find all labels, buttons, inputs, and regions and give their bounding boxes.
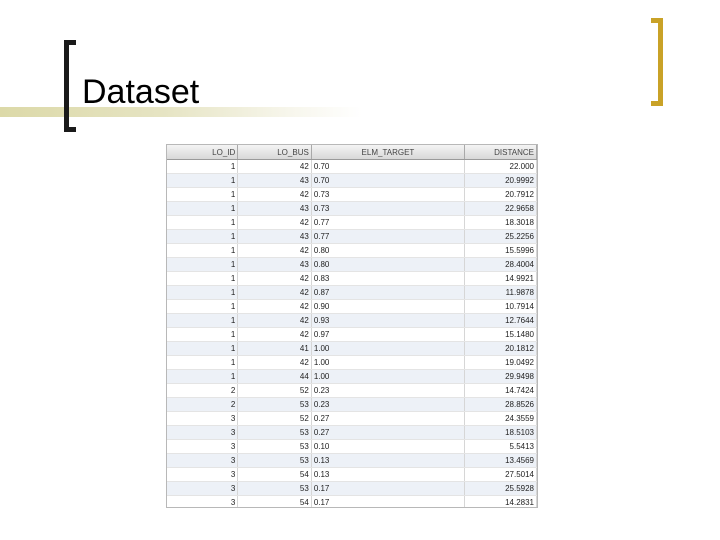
- cell-lo-bus: 53: [238, 398, 312, 412]
- cell-lo-bus: 54: [238, 496, 312, 509]
- slide-title: Dataset: [82, 73, 200, 111]
- dataset-table: [166, 144, 538, 508]
- cell-lo-bus: 52: [238, 384, 312, 398]
- cell-lo-id: 3: [167, 454, 238, 468]
- cell-lo-bus: 42: [238, 216, 312, 230]
- column-header-elm-target[interactable]: ELM_TARGET: [311, 145, 464, 160]
- table-row[interactable]: [167, 258, 537, 272]
- table-row[interactable]: [167, 356, 537, 370]
- table-row[interactable]: [167, 230, 537, 244]
- cell-distance: 24.3559: [465, 412, 537, 426]
- cell-lo-bus: 53: [238, 482, 312, 496]
- table-row[interactable]: [167, 160, 537, 174]
- cell-lo-bus: 42: [238, 314, 312, 328]
- cell-elm-target: 0.80: [311, 244, 464, 258]
- cell-lo-id: 1: [167, 328, 238, 342]
- cell-distance: 28.8526: [465, 398, 537, 412]
- cell-lo-bus: 42: [238, 356, 312, 370]
- cell-lo-id: 3: [167, 496, 238, 509]
- table-row[interactable]: [167, 398, 537, 412]
- table-row[interactable]: [167, 286, 537, 300]
- cell-elm-target: 0.70: [311, 174, 464, 188]
- cell-distance: 19.0492: [465, 356, 537, 370]
- cell-elm-target: 0.17: [311, 482, 464, 496]
- cell-distance: 14.2831: [465, 496, 537, 509]
- table-row[interactable]: [167, 412, 537, 426]
- cell-distance: 22.000: [465, 160, 537, 174]
- cell-elm-target: 0.77: [311, 216, 464, 230]
- cell-elm-target: 1.00: [311, 342, 464, 356]
- cell-lo-id: 1: [167, 272, 238, 286]
- cell-elm-target: 0.93: [311, 314, 464, 328]
- cell-lo-bus: 43: [238, 230, 312, 244]
- cell-lo-bus: 42: [238, 300, 312, 314]
- cell-lo-id: 1: [167, 286, 238, 300]
- cell-elm-target: 0.27: [311, 412, 464, 426]
- cell-elm-target: 0.90: [311, 300, 464, 314]
- cell-elm-target: 0.80: [311, 258, 464, 272]
- cell-distance: 12.7644: [465, 314, 537, 328]
- table-row[interactable]: [167, 454, 537, 468]
- left-bracket-decoration: [64, 40, 76, 132]
- table-row[interactable]: [167, 440, 537, 454]
- cell-lo-id: 3: [167, 426, 238, 440]
- cell-lo-id: 1: [167, 370, 238, 384]
- cell-lo-id: 1: [167, 188, 238, 202]
- cell-lo-id: 3: [167, 440, 238, 454]
- cell-distance: 15.1480: [465, 328, 537, 342]
- cell-lo-id: 1: [167, 314, 238, 328]
- cell-lo-id: 1: [167, 244, 238, 258]
- table-row[interactable]: [167, 426, 537, 440]
- table-row[interactable]: [167, 468, 537, 482]
- table-row[interactable]: [167, 482, 537, 496]
- cell-elm-target: 0.73: [311, 188, 464, 202]
- cell-elm-target: 0.97: [311, 328, 464, 342]
- cell-elm-target: 0.23: [311, 398, 464, 412]
- cell-lo-bus: 42: [238, 272, 312, 286]
- cell-lo-bus: 43: [238, 202, 312, 216]
- cell-lo-bus: 53: [238, 440, 312, 454]
- cell-lo-bus: 41: [238, 342, 312, 356]
- cell-lo-id: 1: [167, 230, 238, 244]
- cell-elm-target: 1.00: [311, 370, 464, 384]
- cell-distance: 27.5014: [465, 468, 537, 482]
- cell-distance: 5.5413: [465, 440, 537, 454]
- cell-distance: 25.2256: [465, 230, 537, 244]
- cell-distance: 14.9921: [465, 272, 537, 286]
- cell-lo-bus: 42: [238, 188, 312, 202]
- cell-distance: 25.5928: [465, 482, 537, 496]
- cell-distance: 20.9992: [465, 174, 537, 188]
- table-row[interactable]: [167, 300, 537, 314]
- cell-distance: 14.7424: [465, 384, 537, 398]
- table-row[interactable]: [167, 216, 537, 230]
- cell-distance: 13.4569: [465, 454, 537, 468]
- cell-lo-id: 3: [167, 468, 238, 482]
- table-row[interactable]: [167, 384, 537, 398]
- table-row[interactable]: [167, 202, 537, 216]
- cell-distance: 15.5996: [465, 244, 537, 258]
- cell-lo-id: 2: [167, 384, 238, 398]
- cell-lo-id: 1: [167, 202, 238, 216]
- cell-lo-bus: 52: [238, 412, 312, 426]
- right-bracket-decoration: [651, 18, 663, 106]
- cell-lo-id: 2: [167, 398, 238, 412]
- cell-lo-bus: 53: [238, 454, 312, 468]
- table-row[interactable]: [167, 328, 537, 342]
- cell-elm-target: 0.83: [311, 272, 464, 286]
- table-header-row: [167, 145, 537, 160]
- cell-elm-target: 0.70: [311, 160, 464, 174]
- cell-lo-id: 1: [167, 174, 238, 188]
- table-row[interactable]: [167, 314, 537, 328]
- cell-elm-target: 0.13: [311, 468, 464, 482]
- table-row[interactable]: [167, 244, 537, 258]
- column-header-lo-bus[interactable]: LO_BUS: [238, 145, 312, 160]
- cell-distance: 18.5103: [465, 426, 537, 440]
- cell-lo-id: 1: [167, 300, 238, 314]
- cell-lo-id: 3: [167, 412, 238, 426]
- cell-elm-target: 0.87: [311, 286, 464, 300]
- table-row[interactable]: [167, 496, 537, 509]
- column-header-distance[interactable]: DISTANCE: [465, 145, 537, 160]
- cell-lo-bus: 42: [238, 286, 312, 300]
- table-row[interactable]: [167, 370, 537, 384]
- cell-elm-target: 0.23: [311, 384, 464, 398]
- cell-lo-id: 1: [167, 356, 238, 370]
- cell-lo-id: 1: [167, 160, 238, 174]
- cell-distance: 28.4004: [465, 258, 537, 272]
- cell-elm-target: 1.00: [311, 356, 464, 370]
- cell-lo-bus: 44: [238, 370, 312, 384]
- cell-lo-bus: 42: [238, 328, 312, 342]
- cell-distance: 20.7912: [465, 188, 537, 202]
- cell-elm-target: 0.17: [311, 496, 464, 509]
- cell-elm-target: 0.27: [311, 426, 464, 440]
- cell-lo-bus: 54: [238, 468, 312, 482]
- cell-distance: 11.9878: [465, 286, 537, 300]
- cell-elm-target: 0.77: [311, 230, 464, 244]
- cell-lo-bus: 43: [238, 174, 312, 188]
- cell-distance: 22.9658: [465, 202, 537, 216]
- table-row[interactable]: [167, 188, 537, 202]
- cell-elm-target: 0.13: [311, 454, 464, 468]
- cell-lo-bus: 53: [238, 426, 312, 440]
- cell-lo-id: 3: [167, 482, 238, 496]
- cell-distance: 10.7914: [465, 300, 537, 314]
- cell-lo-id: 1: [167, 258, 238, 272]
- cell-lo-bus: 42: [238, 244, 312, 258]
- cell-lo-bus: 42: [238, 160, 312, 174]
- cell-distance: 18.3018: [465, 216, 537, 230]
- column-header-lo-id[interactable]: LO_ID: [167, 145, 238, 160]
- cell-elm-target: 0.73: [311, 202, 464, 216]
- cell-lo-bus: 43: [238, 258, 312, 272]
- cell-lo-id: 1: [167, 216, 238, 230]
- table-row[interactable]: [167, 174, 537, 188]
- table-row[interactable]: [167, 272, 537, 286]
- table-row[interactable]: [167, 342, 537, 356]
- table-body: [167, 160, 537, 509]
- cell-elm-target: 0.10: [311, 440, 464, 454]
- cell-distance: 20.1812: [465, 342, 537, 356]
- cell-distance: 29.9498: [465, 370, 537, 384]
- cell-lo-id: 1: [167, 342, 238, 356]
